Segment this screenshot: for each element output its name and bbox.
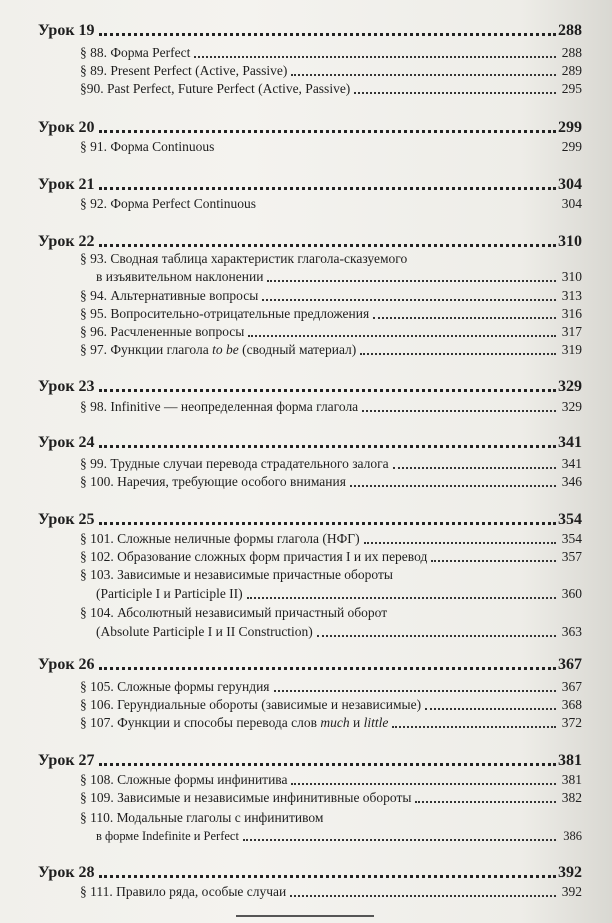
dot-leader (99, 762, 556, 766)
toc-entry (80, 474, 582, 490)
section-title-part: и (349, 715, 364, 730)
section-page: 288 (561, 45, 582, 60)
lesson-page: 392 (558, 864, 582, 881)
section-title: § 100. Наречия, требующие особого внимания (80, 474, 346, 489)
section-page: 299 (561, 139, 582, 154)
lesson-page: 304 (558, 176, 582, 193)
toc-entry (96, 829, 582, 844)
section-page: 304 (561, 196, 582, 211)
toc-entry (80, 772, 582, 788)
dot-leader (267, 279, 556, 282)
toc-entry (80, 456, 582, 472)
section-title-continuation: в изъявительном наклонении (96, 269, 264, 284)
dot-leader (99, 388, 556, 392)
section-page: 354 (561, 531, 582, 546)
dot-leader (392, 725, 556, 728)
toc-entry (80, 549, 582, 565)
section-title: § 88. Форма Perfect (80, 45, 191, 60)
dot-leader (247, 596, 556, 599)
dot-leader (362, 409, 556, 412)
toc-entry (80, 81, 582, 97)
section-title: § 110. Модальные глаголы с инфинитивом (80, 810, 324, 825)
section-title: § 93. Сводная таблица характеристик глагола-сказуемого (80, 251, 408, 266)
lesson-page: 329 (558, 378, 582, 395)
toc-entry (80, 697, 582, 713)
section-title-continuation: (Absolute Participle I и II Construction) (96, 624, 313, 639)
lesson-heading (38, 656, 582, 674)
dot-leader (99, 186, 556, 190)
section-page: 360 (561, 586, 582, 601)
section-page: 381 (561, 772, 582, 787)
section-title: § 96. Расчлененные вопросы (80, 324, 245, 339)
section-title: § 109. Зависимые и независимые инфинитивные обороты (80, 790, 412, 805)
section-page: 289 (561, 63, 582, 78)
toc-entry (96, 269, 582, 285)
lesson-heading (38, 119, 582, 137)
lesson-heading (38, 864, 582, 882)
section-page: 310 (561, 269, 582, 284)
toc-entry (80, 288, 582, 304)
dot-leader (393, 466, 556, 469)
lesson-title: Урок 21 (38, 176, 95, 193)
dot-leader (99, 874, 556, 878)
toc-entry (80, 399, 582, 415)
section-title: § 111. Правило ряда, особые случаи (80, 884, 287, 899)
toc-entry (96, 586, 582, 602)
toc-entry (80, 342, 582, 358)
section-page: 386 (563, 829, 582, 843)
lesson-heading (38, 752, 582, 770)
section-title: § 103. Зависимые и независимые причастные обороты (80, 567, 393, 582)
lesson-title: Урок 25 (38, 511, 95, 528)
lesson-title: Урок 23 (38, 378, 95, 395)
section-title: § 91. Форма Continuous (80, 139, 215, 154)
section-page: 319 (561, 342, 582, 357)
lesson-heading (38, 378, 582, 396)
lesson-title: Урок 19 (38, 22, 95, 39)
italic-term: much (320, 715, 350, 730)
lesson-title: Урок 20 (38, 119, 95, 136)
section-title: §90. Past Perfect, Future Perfect (Active, Passive) (80, 81, 351, 96)
section-title-continuation: (Participle I и Participle II) (96, 586, 243, 601)
dot-leader (274, 689, 556, 692)
section-title: § 106. Герундиальные обороты (зависимые и независимые) (80, 697, 422, 712)
section-title: § 105. Сложные формы герундия (80, 679, 270, 694)
lesson-page: 288 (558, 22, 582, 39)
section-page: 341 (561, 456, 582, 471)
section-title (80, 715, 388, 731)
section-title: § 101. Сложные неличные формы глагола (НФГ) (80, 531, 360, 546)
lesson-title: Урок 27 (38, 752, 95, 769)
dot-leader (99, 129, 556, 133)
dot-leader (99, 666, 556, 670)
section-page: 382 (561, 790, 582, 805)
lesson-heading (38, 511, 582, 529)
dot-leader (194, 55, 556, 58)
dot-leader (431, 559, 556, 562)
section-page: 363 (561, 624, 582, 639)
lesson-page: 367 (558, 656, 582, 673)
lesson-title: Урок 28 (38, 864, 95, 881)
lesson-title: Урок 24 (38, 434, 95, 451)
section-page: 313 (561, 288, 582, 303)
section-title-part: (сводный материал) (238, 342, 357, 357)
section-page: 367 (561, 679, 582, 694)
toc-entry (96, 624, 582, 640)
section-title-part: § 107. Функции и способы перевода слов (80, 715, 321, 730)
lesson-page: 354 (558, 511, 582, 528)
dot-leader (99, 243, 556, 247)
section-title: § 94. Альтернативные вопросы (80, 288, 259, 303)
section-title-continuation: в форме Indefinite и Perfect (96, 829, 239, 843)
dot-leader (290, 894, 556, 897)
toc-entry (80, 45, 582, 61)
section-page: 316 (561, 306, 582, 321)
lesson-page: 310 (558, 233, 582, 250)
toc-entry (80, 790, 582, 806)
section-page: 295 (561, 81, 582, 96)
dot-leader (99, 444, 556, 448)
lesson-title: Урок 22 (38, 233, 95, 250)
section-title: § 95. Вопросительно-отрицательные предложения (80, 306, 370, 321)
lesson-page: 341 (558, 434, 582, 451)
dot-leader (99, 521, 556, 525)
italic-term: little (363, 715, 389, 730)
toc-entry (80, 531, 582, 547)
section-page: 372 (561, 715, 582, 730)
dot-leader (248, 334, 556, 337)
dot-leader (243, 838, 556, 841)
dot-leader (262, 298, 556, 301)
section-title-part: § 97. Функции глагола (80, 342, 213, 357)
dot-leader (291, 73, 556, 76)
italic-term: to be (212, 342, 239, 357)
dot-leader (425, 707, 556, 710)
section-title: § 99. Трудные случаи перевода страдательного залога (80, 456, 389, 471)
dot-leader (415, 800, 556, 803)
section-title: § 92. Форма Perfect Continuous (80, 196, 257, 211)
lesson-heading (38, 22, 582, 40)
dot-leader (291, 782, 556, 785)
section-page: 368 (561, 697, 582, 712)
toc-entry (80, 306, 582, 322)
toc-entry (80, 679, 582, 695)
section-title: § 102. Образование сложных форм причастия I и их перевод (80, 549, 428, 564)
dot-leader (364, 541, 556, 544)
section-page: 357 (561, 549, 582, 564)
section-page: 329 (561, 399, 582, 414)
section-title: § 108. Сложные формы инфинитива (80, 772, 288, 787)
section-title: § 98. Infinitive — неопределенная форма глагола (80, 399, 359, 414)
dot-leader (350, 484, 556, 487)
toc-entry (80, 324, 582, 340)
dot-leader (354, 91, 556, 94)
section-title (80, 342, 356, 358)
section-page: 317 (561, 324, 582, 339)
section-title: § 89. Present Perfect (Active, Passive) (80, 63, 288, 78)
lesson-page: 381 (558, 752, 582, 769)
lesson-title: Урок 26 (38, 656, 95, 673)
toc-entry (80, 715, 582, 731)
toc-entry (80, 196, 582, 212)
dot-leader (360, 352, 556, 355)
lesson-heading (38, 434, 582, 452)
dot-leader (99, 32, 556, 36)
section-page: 392 (561, 884, 582, 899)
lesson-heading (38, 176, 582, 194)
lesson-page: 299 (558, 119, 582, 136)
dot-leader (373, 316, 556, 319)
dot-leader (260, 206, 556, 209)
toc-entry (80, 63, 582, 79)
toc-entry (80, 139, 582, 155)
toc-entry (80, 884, 582, 900)
section-title: § 104. Абсолютный независимый причастный оборот (80, 605, 388, 620)
section-page: 346 (561, 474, 582, 489)
dot-leader (218, 149, 556, 152)
dot-leader (317, 634, 556, 637)
lesson-heading (38, 233, 582, 251)
page-edge-rule (236, 915, 374, 917)
